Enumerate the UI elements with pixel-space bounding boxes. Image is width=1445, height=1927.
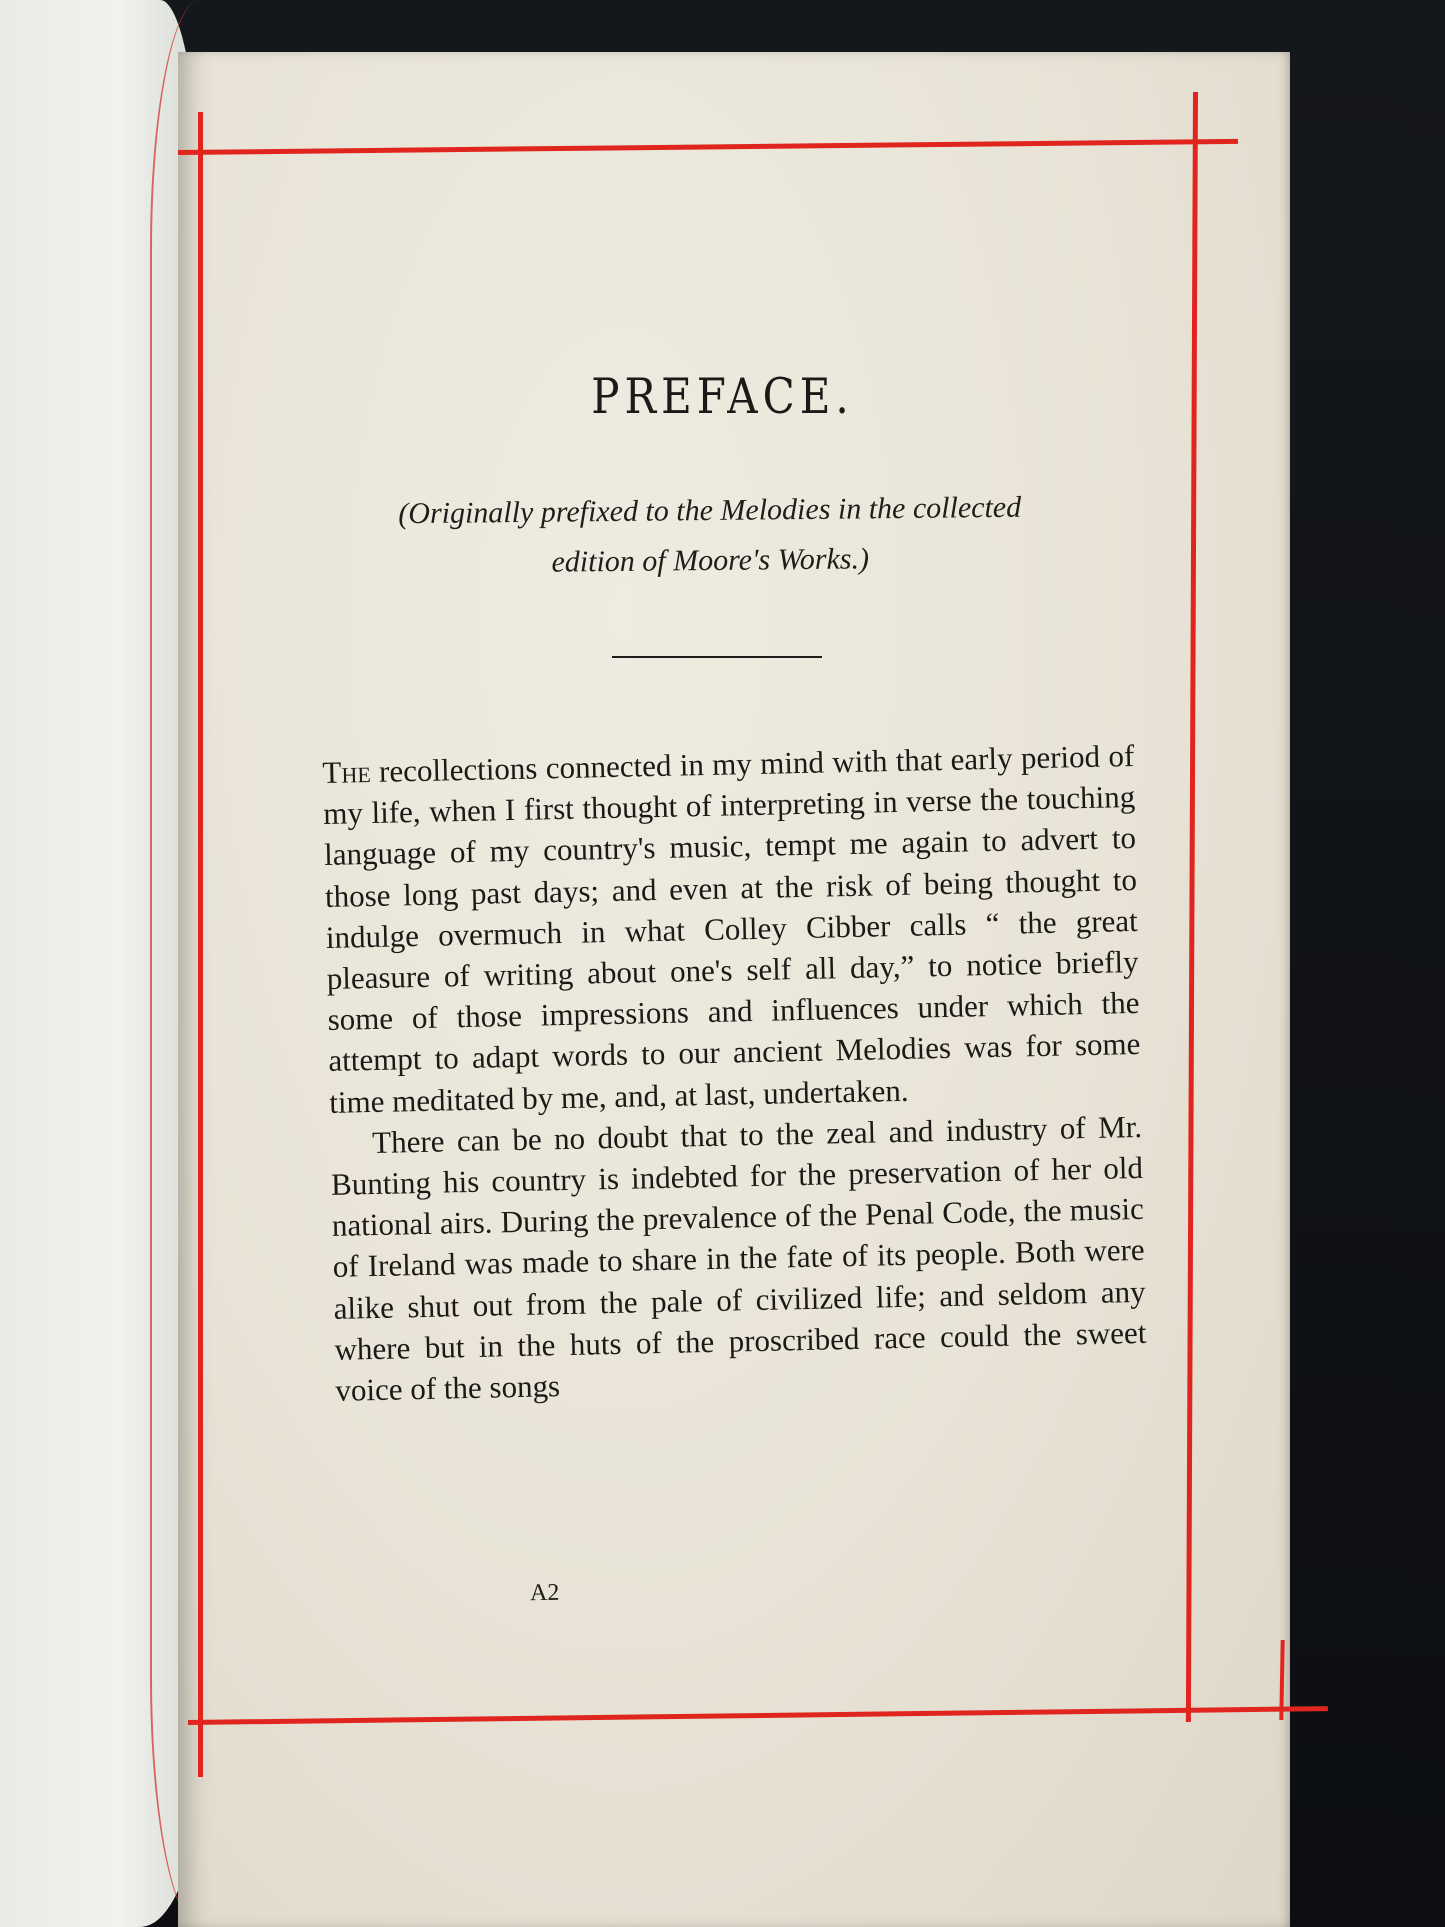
paragraph-2: There can be no doubt that to the zeal and industry of Mr. Bunting his country is indebted for the preservation of her old national airs. During the prevalence of the Penal Code, the music of Ireland was made to share in the fate of its people. Both were alike shut out from the pale of civilized life; and seldom any where but in the huts of the proscribed race could the sweet voice of the songs bbox=[330, 1108, 1147, 1408]
paragraph-1 bbox=[322, 735, 1142, 1123]
subtitle-line-2: edition of Moore's Works.) bbox=[551, 542, 870, 579]
signature-mark: A2 bbox=[529, 1579, 560, 1607]
left-border-rule bbox=[198, 112, 203, 1777]
section-divider bbox=[612, 656, 822, 658]
page-subtitle bbox=[329, 482, 1090, 590]
body-text bbox=[322, 735, 1148, 1411]
page-title: PREFACE. bbox=[591, 368, 854, 425]
subtitle-line-1: (Originally prefixed to the Melodies in the collected bbox=[398, 490, 1022, 531]
lead-word: The bbox=[322, 753, 372, 790]
paragraph-1-text: recollections connected in my mind with that early period of my life, when I first thought of interpreting in verse the touching language of my country's music, tempt me again to advert to those long past days; and even at the risk of being thought to indulge overmuch in what Colley Cibber calls “ the great pleasure of writing about one's self all day,” to notice briefly some of those impressions and influences under which the attempt to adapt words to our ancient Melodies was for some time meditated by me, and, at last, undertaken. bbox=[322, 737, 1141, 1120]
